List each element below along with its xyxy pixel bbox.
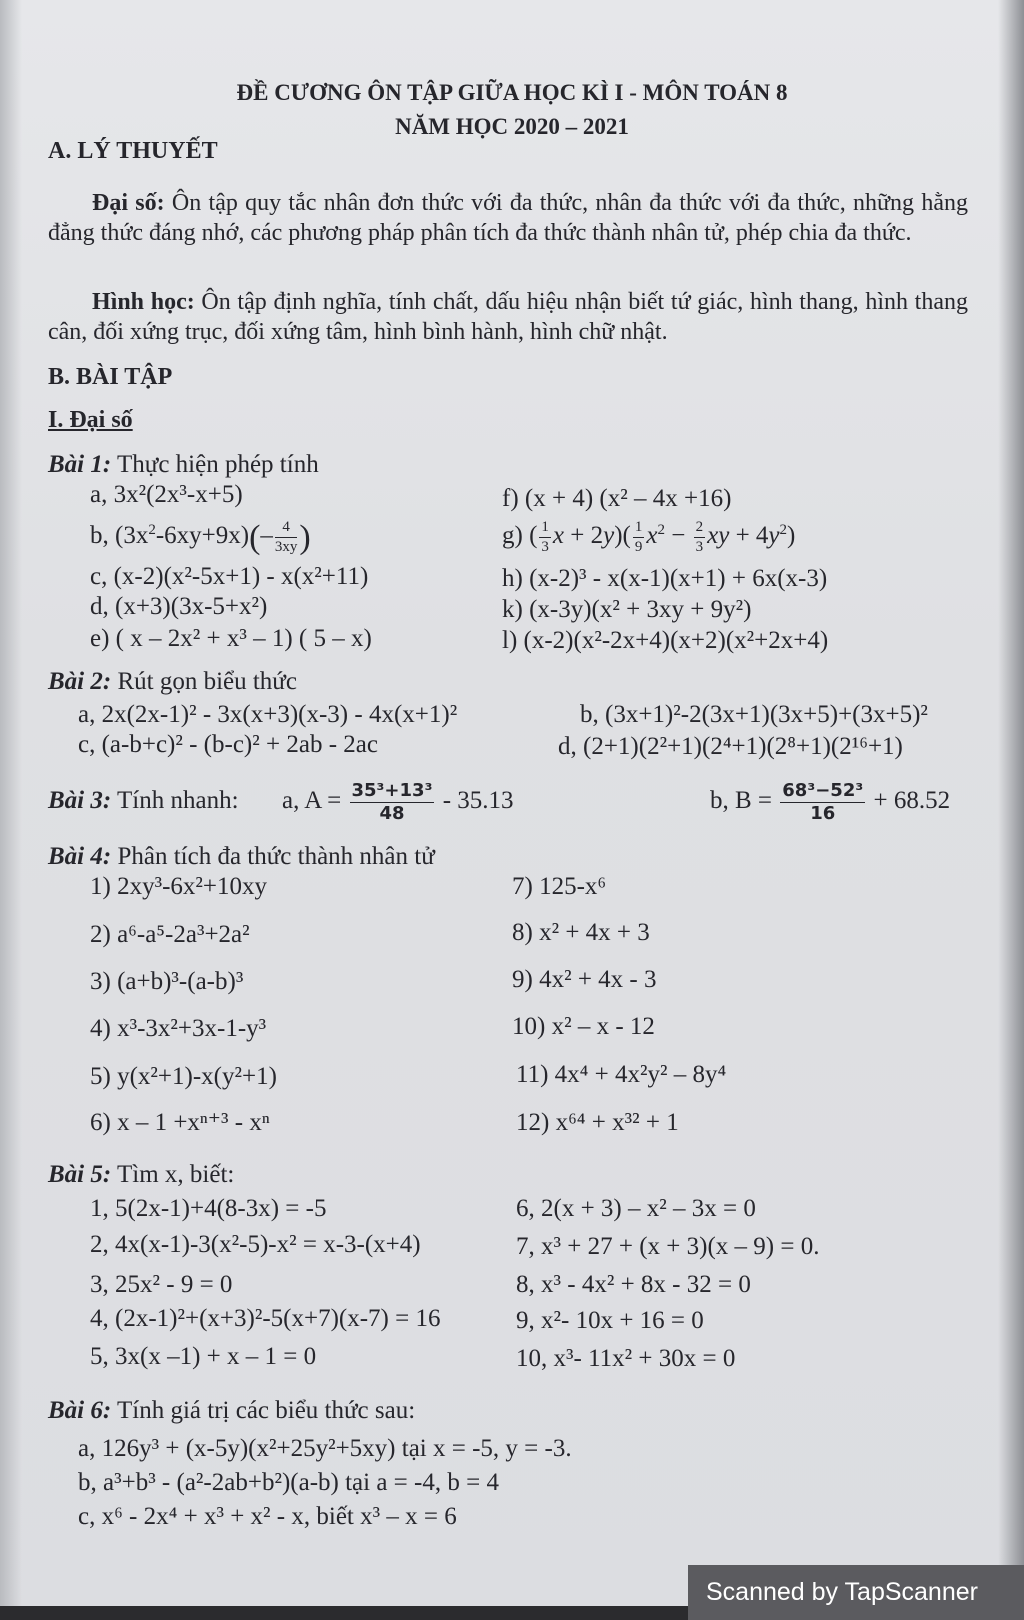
- bai5-item-5: 5, 3x(x –1) + x – 1 = 0: [90, 1343, 317, 1370]
- bai2-title: Rút gọn biểu thức: [111, 668, 297, 695]
- bai1-item-d: d, (x+3)(3x-5+x²): [90, 593, 268, 620]
- bai4-item-6: 6) x – 1 +xⁿ⁺³ - xⁿ: [90, 1109, 270, 1136]
- bai2-item-a: a, 2x(2x-1)² - 3x(x+3)(x-3) - 4x(x+1)²: [78, 701, 458, 728]
- bai5-item-2: 2, 4x(x-1)-3(x²-5)-x² = x-3-(x+4): [90, 1231, 421, 1258]
- bai3-item-b: b, B = $\frac{\text{68³−52³}}{16}$ + 68.52: [710, 779, 951, 824]
- document-title: ĐỀ CƯƠNG ÔN TẬP GIỮA HỌC KÌ I - MÔN TOÁN 8: [236, 80, 788, 105]
- algebra-text: Ôn tập quy tắc nhân đơn thức với đa thức, nhân đa thức với đa thức, những hằng đẳng thức đáng nhớ, các phương pháp phân tích đa thức thành nhân tử, phép chia đa thức.: [48, 190, 968, 246]
- theory-algebra-paragraph: [48, 188, 968, 248]
- school-year: NĂM HỌC 2020 – 2021: [395, 114, 629, 139]
- bai6-label: Bài 6:: [48, 1397, 112, 1424]
- bai4-title: Phân tích đa thức thành nhân tử: [111, 843, 435, 870]
- bai4-label: Bài 4:: [48, 843, 112, 870]
- algebra-label: Đại số:: [92, 190, 165, 216]
- bai1-item-h: h) (x-2)³ - x(x-1)(x+1) + 6x(x-3): [502, 565, 828, 592]
- geometry-text: Ôn tập định nghĩa, tính chất, dấu hiệu nhận biết tứ giác, hình thang, hình thang cân, đối xứng trục, đối xứng tâm, hình bình hành, hình chữ nhật.: [48, 289, 968, 345]
- bai1-item-b: b, $(3x^2-6xy+9x)(-$ $\frac{4}{3xy}$ ): [90, 519, 311, 557]
- bai3-b-denominator: 16: [810, 802, 836, 824]
- bai4-item-4: 4) x³-3x²+3x-1-y³: [90, 1015, 267, 1042]
- bai2-heading: [48, 667, 297, 697]
- algebra-subheading: I. Đại số: [48, 407, 133, 433]
- bai1-item-g: g) ( $\frac{1}{3}$ x + 2y)( $\frac{1}{9}$ $x^2$ − $\frac{2}{3}$ xy + $4y^2$): [502, 519, 796, 555]
- bai1-item-k: k) (x-3y)(x² + 3xy + 9y²): [502, 596, 752, 623]
- bai1-heading: [48, 450, 319, 480]
- bai6-title: Tính giá trị các biểu thức sau:: [111, 1397, 416, 1424]
- bai4-item-9: 9) 4x² + 4x - 3: [512, 966, 657, 993]
- exercises-heading: B. BÀI TẬP: [48, 364, 173, 390]
- bai5-heading: [48, 1160, 234, 1190]
- bai1-item-f: f) (x + 4) (x² – 4x +16): [502, 485, 732, 512]
- bai5-label: Bài 5:: [48, 1161, 112, 1188]
- bai5-title: Tìm x, biết:: [111, 1161, 235, 1188]
- bai4-item-1: 1) 2xy³-6x²+10xy: [90, 873, 267, 900]
- bai6-item-c: c, x⁶ - 2x⁴ + x³ + x² - x, biết x³ – x = 6: [78, 1503, 457, 1530]
- bai1-label: Bài 1:: [48, 451, 112, 478]
- bai3-b-numerator: 68³−52³: [782, 779, 864, 801]
- page-shadow-right: [998, 0, 1024, 1620]
- geometry-label: Hình học:: [92, 289, 195, 315]
- bai5-item-4: 4, (2x-1)²+(x+3)²-5(x+7)(x-7) = 16: [90, 1305, 441, 1332]
- bai2-item-c: c, (a-b+c)² - (b-c)² + 2ab - 2ac: [78, 731, 378, 758]
- bai2-item-b: b, (3x+1)²-2(3x+1)(3x+5)+(3x+5)²: [580, 701, 928, 728]
- bai1-item-l: l) (x-2)(x²-2x+4)(x+2)(x²+2x+4): [502, 627, 829, 654]
- bai4-heading: [48, 842, 435, 872]
- bai3-a-numerator: 35³+13³: [351, 779, 433, 801]
- bai1-title: Thực hiện phép tính: [111, 451, 319, 478]
- bai4-item-3: 3) (a+b)³-(a-b)³: [90, 968, 244, 995]
- bai5-item-9: 9, x²- 10x + 16 = 0: [516, 1307, 704, 1334]
- bai5-item-1: 1, 5(2x-1)+4(8-3x) = -5: [90, 1195, 327, 1222]
- bai3-a-denominator: 48: [379, 802, 405, 824]
- bai2-label: Bài 2:: [48, 668, 112, 695]
- bai1-item-c: c, (x-2)(x²-5x+1) - x(x²+11): [90, 563, 369, 590]
- bai5-item-8: 8, x³ - 4x² + 8x - 32 = 0: [516, 1271, 751, 1298]
- theory-geometry-paragraph: [48, 287, 968, 347]
- bai4-item-8: 8) x² + 4x + 3: [512, 919, 650, 946]
- scanner-watermark: Scanned by TapScanner: [688, 1565, 1024, 1620]
- bai5-item-3: 3, 25x² - 9 = 0: [90, 1271, 233, 1298]
- bai4-item-5: 5) y(x²+1)-x(y²+1): [90, 1063, 277, 1090]
- bai1-item-e: e) ( x – 2x² + x³ – 1) ( 5 – x): [90, 625, 372, 652]
- bai4-item-10: 10) x² – x - 12: [512, 1013, 655, 1040]
- bai4-item-7: 7) 125-x⁶: [512, 873, 607, 900]
- bai5-item-6: 6, 2(x + 3) – x² – 3x = 0: [516, 1195, 756, 1222]
- bai1-item-a: a, 3x²(2x³-x+5): [90, 481, 243, 508]
- bai6-item-b: b, a³+b³ - (a²-2ab+b²)(a-b) tại a = -4, b = 4: [78, 1469, 499, 1496]
- bai4-item-2: 2) a⁶-a⁵-2a³+2a²: [90, 921, 250, 948]
- page-shadow-left: [0, 0, 22, 1620]
- bai3-heading: [48, 786, 239, 816]
- bai2-item-d: d, (2+1)(2²+1)(2⁴+1)(2⁸+1)(2¹⁶+1): [558, 733, 903, 760]
- bai5-item-7: 7, x³ + 27 + (x + 3)(x – 9) = 0.: [516, 1233, 820, 1260]
- bai4-item-11: 11) 4x⁴ + 4x²y² – 8y⁴: [516, 1061, 727, 1088]
- bai3-label: Bài 3:: [48, 787, 112, 814]
- bai6-item-a: a, 126y³ + (x-5y)(x²+25y²+5xy) tại x = -5, y = -3.: [78, 1435, 572, 1462]
- bai4-item-12: 12) x⁶⁴ + x³² + 1: [516, 1109, 679, 1136]
- bai5-item-10: 10, x³- 11x² + 30x = 0: [516, 1345, 736, 1372]
- bai3-item-a: a, A = $\frac{\text{35³+13³}}{48}$ - 35.13: [282, 779, 514, 824]
- bai6-heading: [48, 1396, 415, 1426]
- bai3-title: Tính nhanh:: [111, 787, 239, 814]
- theory-heading: A. LÝ THUYẾT: [48, 138, 218, 164]
